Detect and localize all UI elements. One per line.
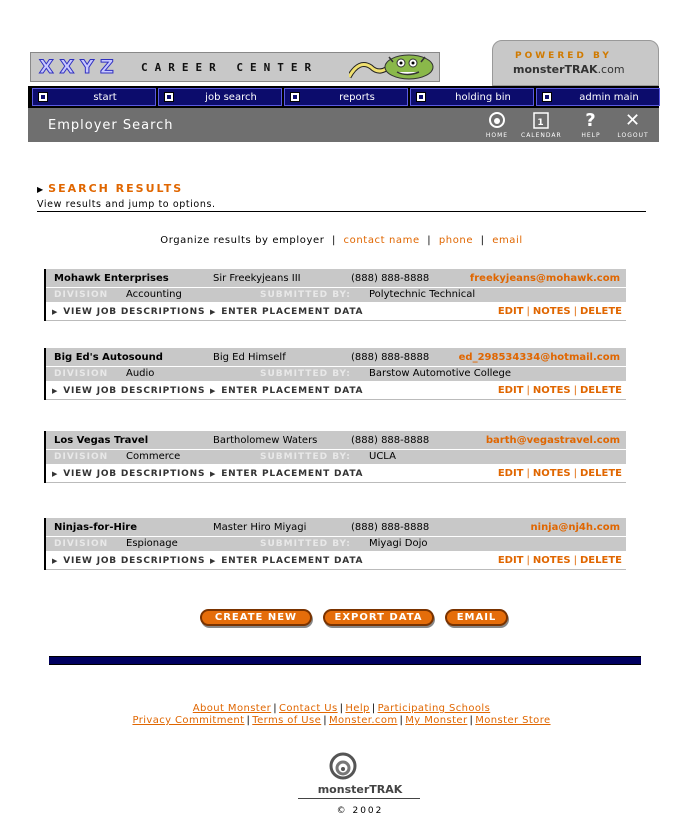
sort-phone-link[interactable]: phone: [438, 235, 474, 246]
arrow-right-icon: ▶: [52, 557, 59, 565]
nav-bullet-icon: [290, 92, 300, 102]
email-button[interactable]: EMAIL: [445, 609, 508, 626]
employer-name: Mohawk Enterprises: [54, 273, 169, 284]
nav-holding-bin[interactable]: holding bin: [410, 88, 534, 106]
monster-store-link[interactable]: Monster Store: [475, 715, 551, 726]
division-value: Accounting: [126, 289, 182, 300]
logo-career-center-text: CAREER CENTER: [141, 61, 319, 74]
submitted-by-value: Polytechnic Technical: [369, 289, 476, 300]
enter-placement-data-link[interactable]: ▶ ENTER PLACEMENT DATA: [210, 556, 364, 566]
email-link[interactable]: freekyjeans@mohawk.com: [469, 273, 620, 284]
enter-placement-data-link[interactable]: ▶ ENTER PLACEMENT DATA: [210, 386, 364, 396]
section-title: ▶ SEARCH RESULTS: [37, 182, 184, 195]
arrow-right-icon: ▶: [52, 387, 59, 395]
submitted-by-label: SUBMITTED BY:: [260, 290, 351, 300]
delete-link[interactable]: DELETE: [580, 468, 622, 479]
arrow-right-icon: ▶: [210, 308, 217, 316]
nav-admin-main[interactable]: admin main: [536, 88, 660, 106]
monster-com-link[interactable]: Monster.com: [328, 715, 398, 726]
employer-name: Big Ed's Autosound: [54, 352, 163, 363]
my-monster-link[interactable]: My Monster: [405, 715, 468, 726]
arrow-right-icon: ▶: [210, 387, 217, 395]
employer-record: [44, 269, 626, 321]
employer-name: Los Vegas Travel: [54, 435, 149, 446]
section-subtitle: View results and jump to options.: [37, 199, 216, 210]
division-label: DIVISION: [54, 290, 109, 300]
phone-number: (888) 888-8888: [351, 352, 430, 363]
help-icon: ?: [585, 110, 597, 131]
help-footer-link[interactable]: Help: [345, 703, 370, 714]
monstertrak-wordmark: monsterTRAK.com: [513, 63, 625, 76]
delete-link[interactable]: DELETE: [580, 306, 622, 317]
nav-reports[interactable]: reports: [284, 88, 408, 106]
employer-record: [44, 348, 626, 400]
division-value: Commerce: [126, 451, 181, 462]
contact-name: Big Ed Himself: [213, 352, 286, 363]
nav-bullet-icon: [164, 92, 174, 102]
terms-of-use-link[interactable]: Terms of Use: [252, 715, 322, 726]
edit-link[interactable]: EDIT: [497, 385, 524, 396]
main-nav: [28, 86, 659, 108]
nav-job-search[interactable]: job search: [158, 88, 282, 106]
view-job-descriptions-link[interactable]: ▶ VIEW JOB DESCRIPTIONS: [52, 386, 206, 396]
divider: [37, 211, 646, 212]
help-link[interactable]: ? HELP: [571, 111, 611, 139]
edit-link[interactable]: EDIT: [497, 555, 524, 566]
page-title: Employer Search: [48, 118, 174, 133]
footer-links-row1: About Monster | Contact Us | Help | Participating Schools: [192, 703, 491, 714]
submitted-by-value: Barstow Automotive College: [369, 368, 512, 379]
monster-mascot-icon: [349, 53, 437, 81]
submitted-by-value: Miyagi Dojo: [369, 538, 428, 549]
edit-link[interactable]: EDIT: [497, 306, 524, 317]
logo-xxyz-text: XXYZ: [39, 56, 120, 78]
phone-number: (888) 888-8888: [351, 273, 430, 284]
calendar-icon: [521, 111, 561, 132]
email-link[interactable]: ninja@nj4h.com: [530, 522, 620, 533]
footer-links-row2: Privacy Commitment | Terms of Use | Monster.com | My Monster | Monster Store: [132, 715, 551, 726]
division-value: Audio: [126, 368, 155, 379]
view-job-descriptions-link[interactable]: ▶ VIEW JOB DESCRIPTIONS: [52, 469, 206, 479]
home-icon: [477, 111, 517, 132]
contact-name: Master Hiro Miyagi: [213, 522, 307, 533]
sort-email-link[interactable]: email: [492, 235, 523, 246]
notes-link[interactable]: NOTES: [532, 555, 571, 566]
calendar-link[interactable]: 1 CALENDAR: [521, 111, 561, 139]
contact-us-link[interactable]: Contact Us: [278, 703, 338, 714]
powered-by-text: POWERED BY: [515, 51, 612, 61]
enter-placement-data-link[interactable]: ▶ ENTER PLACEMENT DATA: [210, 307, 364, 317]
contact-name: Sir Freekyjeans III: [213, 273, 301, 284]
submitted-by-label: SUBMITTED BY:: [260, 539, 351, 549]
submitted-by-label: SUBMITTED BY:: [260, 369, 351, 379]
participating-schools-link[interactable]: Participating Schools: [377, 703, 491, 714]
employer-name: Ninjas-for-Hire: [54, 522, 138, 533]
employer-record: [44, 431, 626, 483]
division-label: DIVISION: [54, 452, 109, 462]
divider: [298, 798, 420, 799]
arrow-right-icon: ▶: [210, 557, 217, 565]
nav-bullet-icon: [416, 92, 426, 102]
nav-bullet-icon: [38, 92, 48, 102]
notes-link[interactable]: NOTES: [532, 385, 571, 396]
delete-link[interactable]: DELETE: [580, 385, 622, 396]
submitted-by-value: UCLA: [369, 451, 396, 462]
view-job-descriptions-link[interactable]: ▶ VIEW JOB DESCRIPTIONS: [52, 307, 206, 317]
logout-icon: ✕: [624, 110, 642, 131]
record-actions: EDIT | NOTES | DELETE: [497, 555, 622, 566]
contact-name: Bartholomew Waters: [213, 435, 318, 446]
employer-record: [44, 518, 626, 570]
notes-link[interactable]: NOTES: [532, 306, 571, 317]
delete-link[interactable]: DELETE: [580, 555, 622, 566]
subheader-band: [28, 108, 659, 142]
copyright: © 2002: [336, 806, 384, 816]
division-label: DIVISION: [54, 369, 109, 379]
privacy-commitment-link[interactable]: Privacy Commitment: [132, 715, 245, 726]
sort-contact-name-link[interactable]: contact name: [343, 235, 420, 246]
nav-start[interactable]: start: [32, 88, 156, 106]
arrow-right-icon: ▶: [52, 470, 59, 478]
career-center-logo[interactable]: [30, 52, 440, 82]
edit-link[interactable]: EDIT: [497, 468, 524, 479]
record-actions: EDIT | NOTES | DELETE: [497, 468, 622, 479]
submitted-by-label: SUBMITTED BY:: [260, 452, 351, 462]
home-link[interactable]: HOME: [477, 111, 517, 139]
arrow-right-icon: ▶: [210, 470, 217, 478]
email-link[interactable]: ed_298534334@hotmail.com: [458, 352, 620, 363]
create-new-button[interactable]: CREATE NEW: [200, 609, 312, 626]
monstertrak-footer-wordmark: monsterTRAK: [317, 783, 403, 796]
footer-divider: [49, 656, 641, 665]
arrow-right-icon: ▶: [52, 308, 59, 316]
division-label: DIVISION: [54, 539, 109, 549]
logout-link[interactable]: ✕ LOGOUT: [613, 111, 653, 139]
monstertrak-logo-icon: [329, 752, 357, 780]
arrow-right-icon: ▶: [37, 185, 44, 194]
nav-bullet-icon: [542, 92, 552, 102]
svg-text:1: 1: [537, 118, 545, 128]
powered-by-monstertrak[interactable]: [492, 40, 659, 86]
organize-results: Organize results by employer | contact name | phone | email: [160, 235, 523, 246]
phone-number: (888) 888-8888: [351, 522, 430, 533]
about-monster-link[interactable]: About Monster: [192, 703, 272, 714]
division-value: Espionage: [126, 538, 178, 549]
notes-link[interactable]: NOTES: [532, 468, 571, 479]
record-actions: EDIT | NOTES | DELETE: [497, 385, 622, 396]
view-job-descriptions-link[interactable]: ▶ VIEW JOB DESCRIPTIONS: [52, 556, 206, 566]
enter-placement-data-link[interactable]: ▶ ENTER PLACEMENT DATA: [210, 469, 364, 479]
export-data-button[interactable]: EXPORT DATA: [323, 609, 434, 626]
phone-number: (888) 888-8888: [351, 435, 430, 446]
email-link[interactable]: barth@vegastravel.com: [485, 435, 620, 446]
record-actions: EDIT | NOTES | DELETE: [497, 306, 622, 317]
